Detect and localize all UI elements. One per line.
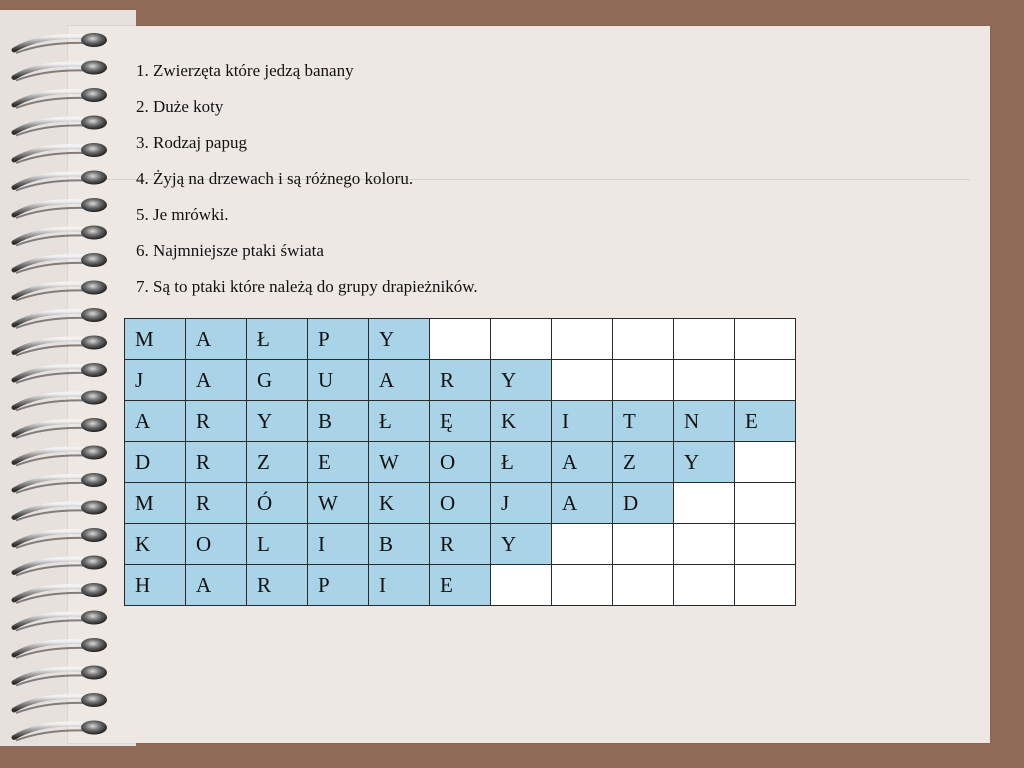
crossword-letter-cell: E — [735, 401, 796, 442]
crossword-letter-cell: A — [552, 483, 613, 524]
clue-7: 7. Są to ptaki które należą do grupy drapieżników. — [136, 277, 478, 296]
crossword-letter-cell: B — [308, 401, 369, 442]
crossword-empty-cell — [552, 360, 613, 401]
spiral-ring — [14, 391, 107, 411]
spiral-ring — [14, 473, 107, 493]
crossword-row — [125, 442, 796, 483]
clue-1: 1. Zwierzęta które jedzą banany — [136, 61, 354, 80]
crossword-letter-cell: K — [369, 483, 430, 524]
crossword-empty-cell — [491, 319, 552, 360]
crossword-letter-cell: D — [125, 442, 186, 483]
crossword-empty-cell — [613, 360, 674, 401]
spiral-ring — [14, 336, 107, 356]
crossword-letter-cell: J — [491, 483, 552, 524]
crossword-letter-cell: A — [186, 360, 247, 401]
spiral-ring — [14, 556, 107, 576]
clue-3: 3. Rodzaj papug — [136, 133, 247, 152]
crossword-letter-cell: Ó — [247, 483, 308, 524]
crossword-letter-cell: A — [186, 319, 247, 360]
spiral-ring — [14, 143, 107, 163]
crossword-letter-cell: I — [552, 401, 613, 442]
spiral-ring — [14, 171, 107, 191]
crossword-empty-cell — [552, 319, 613, 360]
crossword-letter-cell: E — [308, 442, 369, 483]
crossword-empty-cell — [674, 565, 735, 606]
clue-5: 5. Je mrówki. — [136, 205, 229, 224]
spiral-ring — [14, 33, 107, 53]
crossword-empty-cell — [613, 319, 674, 360]
spiral-ring — [14, 61, 107, 81]
crossword-letter-cell: Z — [613, 442, 674, 483]
crossword-letter-cell: U — [308, 360, 369, 401]
crossword-letter-cell: R — [186, 483, 247, 524]
crossword-letter-cell: W — [308, 483, 369, 524]
crossword-row — [125, 565, 796, 606]
crossword-letter-cell: I — [308, 524, 369, 565]
crossword-letter-cell: H — [125, 565, 186, 606]
crossword-letter-cell: O — [430, 442, 491, 483]
crossword-empty-cell — [674, 319, 735, 360]
clue-list — [136, 58, 478, 310]
spiral-ring — [14, 638, 107, 658]
spiral-binding — [0, 0, 120, 768]
crossword-letter-cell: D — [613, 483, 674, 524]
crossword-letter-cell: Ł — [247, 319, 308, 360]
spiral-ring — [14, 88, 107, 108]
crossword-letter-cell: M — [125, 319, 186, 360]
spiral-ring — [14, 363, 107, 383]
crossword-letter-cell: O — [186, 524, 247, 565]
spiral-ring — [14, 501, 107, 521]
crossword-letter-cell: K — [125, 524, 186, 565]
spiral-ring — [14, 611, 107, 631]
crossword-row — [125, 483, 796, 524]
crossword-letter-cell: O — [430, 483, 491, 524]
crossword-letter-cell: P — [308, 565, 369, 606]
crossword-empty-cell — [735, 442, 796, 483]
crossword-empty-cell — [613, 565, 674, 606]
crossword-grid — [124, 318, 796, 606]
crossword-empty-cell — [735, 360, 796, 401]
crossword-letter-cell: Y — [491, 360, 552, 401]
crossword-letter-cell: B — [369, 524, 430, 565]
crossword-empty-cell — [674, 524, 735, 565]
crossword-empty-cell — [735, 483, 796, 524]
spiral-ring — [14, 116, 107, 136]
crossword-empty-cell — [674, 360, 735, 401]
crossword-letter-cell: K — [491, 401, 552, 442]
crossword-empty-cell — [735, 524, 796, 565]
spiral-ring — [14, 308, 107, 328]
crossword-letter-cell: W — [369, 442, 430, 483]
crossword-letter-cell: R — [186, 401, 247, 442]
clue-2: 2. Duże koty — [136, 97, 224, 116]
spiral-ring — [14, 418, 107, 438]
spiral-ring — [14, 721, 107, 741]
crossword-letter-cell: R — [186, 442, 247, 483]
crossword-letter-cell: Y — [247, 401, 308, 442]
spiral-ring — [14, 666, 107, 686]
crossword-letter-cell: Y — [369, 319, 430, 360]
crossword-letter-cell: A — [125, 401, 186, 442]
crossword-empty-cell — [735, 565, 796, 606]
crossword-letter-cell: M — [125, 483, 186, 524]
spiral-ring — [14, 198, 107, 218]
spiral-ring — [14, 583, 107, 603]
crossword-letter-cell: A — [186, 565, 247, 606]
crossword-letter-cell: E — [430, 565, 491, 606]
spiral-ring — [14, 528, 107, 548]
crossword-empty-cell — [613, 524, 674, 565]
crossword-letter-cell: L — [247, 524, 308, 565]
crossword-empty-cell — [491, 565, 552, 606]
crossword-letter-cell: T — [613, 401, 674, 442]
crossword-letter-cell: I — [369, 565, 430, 606]
crossword-letter-cell: R — [430, 360, 491, 401]
spiral-ring — [14, 693, 107, 713]
crossword-empty-cell — [552, 524, 613, 565]
crossword-letter-cell: R — [247, 565, 308, 606]
crossword-letter-cell: Ł — [491, 442, 552, 483]
crossword-letter-cell: A — [552, 442, 613, 483]
crossword-row — [125, 319, 796, 360]
crossword-letter-cell: J — [125, 360, 186, 401]
crossword-letter-cell: Y — [674, 442, 735, 483]
crossword-row — [125, 360, 796, 401]
crossword-letter-cell: Ł — [369, 401, 430, 442]
spiral-ring — [14, 446, 107, 466]
spiral-ring — [14, 281, 107, 301]
crossword-empty-cell — [674, 483, 735, 524]
crossword-letter-cell: Z — [247, 442, 308, 483]
crossword-empty-cell — [552, 565, 613, 606]
clue-4: 4. Żyją na drzewach i są różnego koloru. — [136, 169, 414, 188]
crossword-letter-cell: Y — [491, 524, 552, 565]
crossword-letter-cell: Ę — [430, 401, 491, 442]
crossword-letter-cell: N — [674, 401, 735, 442]
crossword-empty-cell — [430, 319, 491, 360]
crossword-letter-cell: P — [308, 319, 369, 360]
crossword-letter-cell: G — [247, 360, 308, 401]
crossword-empty-cell — [735, 319, 796, 360]
clue-6: 6. Najmniejsze ptaki świata — [136, 241, 324, 260]
spiral-ring — [14, 253, 107, 273]
crossword-letter-cell: R — [430, 524, 491, 565]
crossword-letter-cell: A — [369, 360, 430, 401]
crossword-row — [125, 401, 796, 442]
crossword-row — [125, 524, 796, 565]
spiral-ring — [14, 226, 107, 246]
